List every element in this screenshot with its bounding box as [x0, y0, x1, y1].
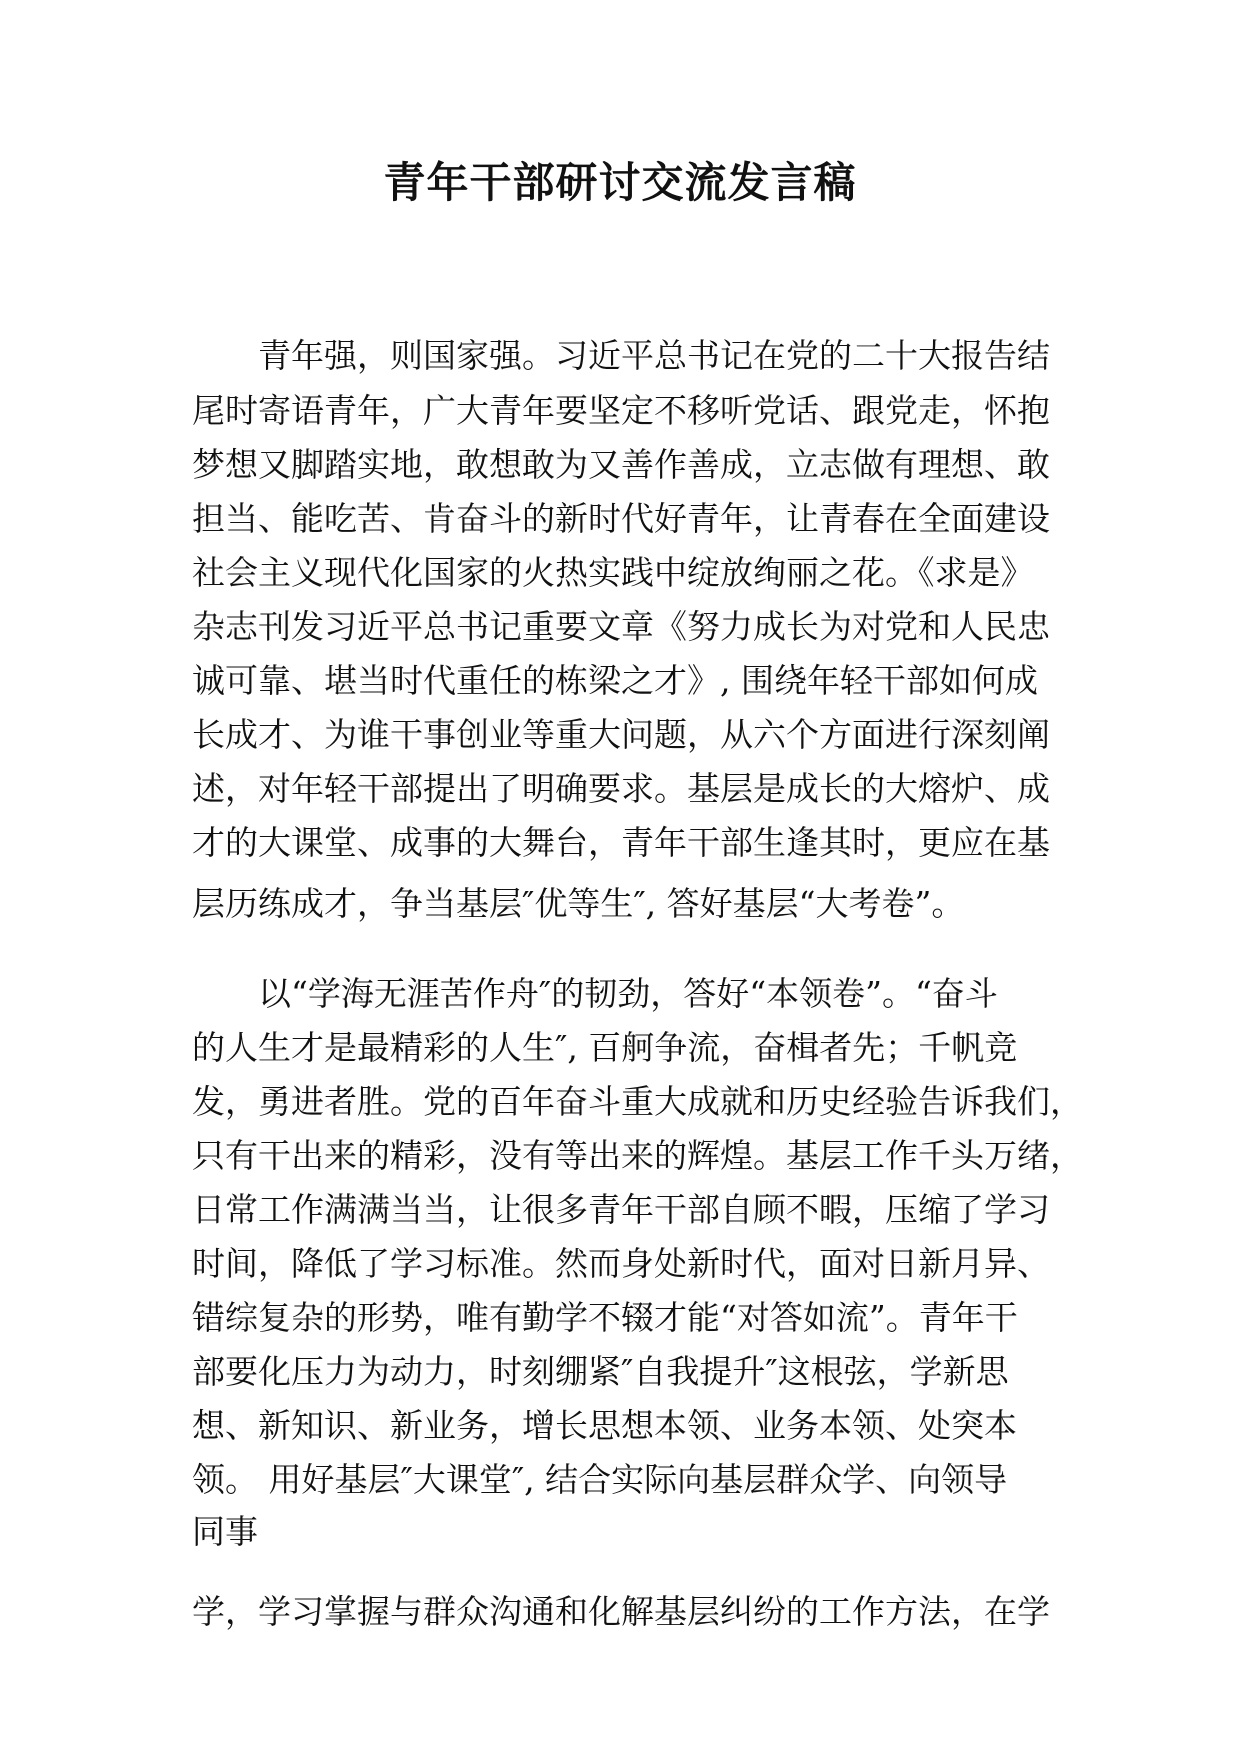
- paragraph-1-line-2: 尾时寄语青年，广大青年要坚定不移听党话、跟党走，怀抱: [192, 391, 1050, 430]
- paragraph-1-line-8: 长成才、为谁干事创业等重大问题，从六个方面进行深刻阐: [192, 715, 1050, 754]
- paragraph-2-line-8: 部要化压力为动力，时刻绷紧″自我提升″这根弦，学新思: [192, 1352, 1009, 1391]
- paragraph-1-line-5: 社会主义现代化国家的火热实践中绽放绚丽之花。《求是》: [192, 553, 1034, 592]
- paragraph-2-line-12: 学，学习掌握与群众沟通和化解基层纠纷的工作方法，在学: [192, 1592, 1050, 1631]
- paragraph-2-line-3: 发，勇进者胜。党的百年奋斗重大成就和历史经验告诉我们，: [192, 1082, 1083, 1121]
- document-title: 青年干部研讨交流发言稿: [383, 158, 857, 207]
- paragraph-1-line-4: 担当、能吃苦、肯奋斗的新时代好青年，让青春在全面建设: [192, 499, 1050, 538]
- paragraph-2-line-4: 只有干出来的精彩，没有等出来的辉煌。基层工作千头万绪，: [192, 1136, 1083, 1175]
- paragraph-2-line-9: 想、新知识、新业务，增长思想本领、业务本领、处突本: [192, 1406, 1017, 1445]
- paragraph-2-line-11: 同事: [192, 1512, 258, 1551]
- paragraph-2-line-1: 以“学海无涯苦作舟″的韧劲，答好“本领卷”。“奋斗: [258, 974, 998, 1013]
- paragraph-2-line-10: 领。 用好基层″大课堂″, 结合实际向基层群众学、向领导: [192, 1460, 1008, 1499]
- paragraph-1-line-1: 青年强，则国家强。习近平总书记在党的二十大报告结: [258, 336, 1050, 375]
- paragraph-1-line-6: 杂志刊发习近平总书记重要文章《努力成长为对党和人民忠: [192, 607, 1050, 646]
- paragraph-1-line-10: 才的大课堂、成事的大舞台，青年干部生逢其时，更应在基: [192, 823, 1050, 862]
- paragraph-1-line-7: 诚可靠、堪当时代重任的栋梁之才》, 围绕年轻干部如何成: [192, 661, 1038, 700]
- paragraph-1-line-3: 梦想又脚踏实地，敢想敢为又善作善成，立志做有理想、敢: [192, 445, 1050, 484]
- paragraph-2-line-6: 时间，降低了学习标准。然而身处新时代，面对日新月异、: [192, 1244, 1050, 1283]
- paragraph-1-line-9: 述，对年轻干部提出了明确要求。基层是成长的大熔炉、成: [192, 769, 1050, 808]
- paragraph-2-line-5: 日常工作满满当当，让很多青年干部自顾不暇，压缩了学习: [192, 1190, 1050, 1229]
- paragraph-1-line-11: 层历练成才，争当基层″优等生″, 答好基层“大考卷”。: [192, 884, 965, 923]
- paragraph-2-line-2: 的人生才是最精彩的人生″, 百舸争流，奋楫者先；千帆竞: [192, 1028, 1018, 1067]
- paragraph-2-line-7: 错综复杂的形势，唯有勤学不辍才能“对答如流”。青年干: [192, 1298, 1018, 1337]
